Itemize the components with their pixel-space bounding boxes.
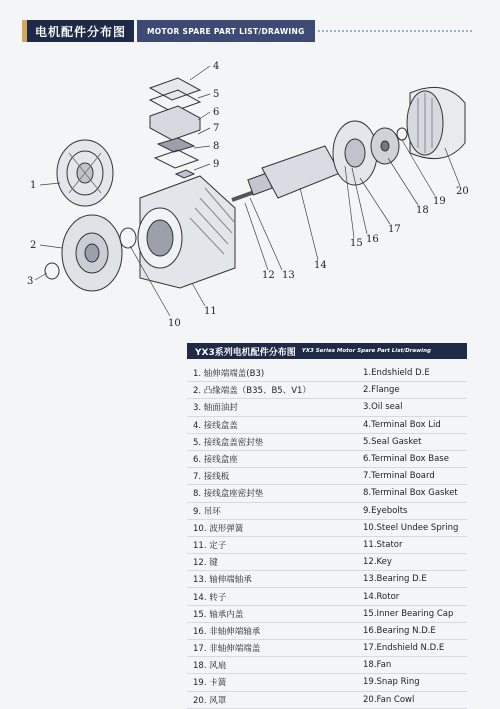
table-row [187,571,467,588]
part-name-en: 1.Endshield D.E [363,368,430,379]
part-wave-spring [120,228,136,248]
callout-10: 10 [168,318,181,329]
callout-17: 17 [388,224,401,235]
callout-3: 3 [27,276,34,287]
parts-table-title-cn: YX3系列电机配件分布图 [195,347,296,358]
table-row [187,503,467,520]
part-name-en: 3.Oil seal [363,402,403,413]
page-header [22,20,472,42]
parts-table-title [187,343,467,359]
table-row [187,588,467,605]
part-name-cn: 11. 定子 [193,540,227,551]
part-snap-ring [397,128,407,140]
part-name-en: 7.Terminal Board [363,471,435,482]
part-name-cn: 12. 键 [193,558,218,569]
part-endshield-de [57,140,113,206]
part-name-cn: 8. 接线盒座密封垫 [193,489,264,500]
part-name-en: 2.Flange [363,385,400,396]
part-name-cn: 19. 卡簧 [193,678,227,689]
part-name-cn: 9. 吊环 [193,506,221,517]
table-row [187,554,467,571]
part-name-cn: 16. 非轴伸端轴承 [193,626,261,637]
part-name-en: 15.Inner Bearing Cap [363,608,454,619]
table-row [187,417,467,434]
part-oil-seal [45,263,59,279]
parts-table [187,343,467,709]
callout-4: 4 [213,61,220,72]
table-row [187,399,467,416]
callout-6: 6 [213,107,220,118]
table-row [187,485,467,502]
part-fan [371,128,399,164]
part-flange [62,215,122,291]
part-name-cn: 4. 接线盒盖 [193,420,238,431]
part-name-cn: 18. 风扇 [193,661,227,672]
part-name-en: 11.Stator [363,539,403,550]
part-name-en: 10.Steel Undee Spring [363,522,459,533]
parts-table-rows [187,365,467,709]
part-endshield-nde [333,121,377,185]
part-name-en: 13.Bearing D.E [363,574,427,585]
table-row [187,692,467,709]
part-name-cn: 7. 接线板 [193,472,230,483]
part-name-cn: 14. 转子 [193,592,227,603]
callout-8: 8 [213,141,220,152]
motor-drawing [0,48,500,348]
callout-13: 13 [282,270,295,281]
part-name-en: 8.Terminal Box Gasket [363,488,458,499]
part-name-en: 5.Seal Gasket [363,436,422,447]
exploded-motor-diagram [0,48,500,348]
part-name-cn: 2. 凸缘端盖（B35、B5、V1） [193,386,311,397]
table-row [187,365,467,382]
callout-12: 12 [262,270,275,281]
header-stripe [318,30,472,32]
table-row [187,520,467,537]
part-name-cn: 15. 轴承内盖 [193,609,244,620]
part-name-en: 14.Rotor [363,591,400,602]
parts-table-title-en: YX3 Series Motor Spare Part List/Drawing [301,348,431,354]
callout-1: 1 [30,180,37,191]
header-title-en: MOTOR SPARE PART LIST/DRAWING [137,20,315,42]
table-row [187,657,467,674]
part-name-en: 16.Bearing N.D.E [363,625,436,636]
part-name-en: 4.Terminal Box Lid [363,419,441,430]
callout-20: 20 [456,186,469,197]
part-name-cn: 5. 接线盒盖密封垫 [193,437,264,448]
part-name-cn: 3. 轴面油封 [193,403,238,414]
callout-11: 11 [204,306,217,317]
callout-18: 18 [416,205,429,216]
part-name-en: 18.Fan [363,660,392,671]
callout-19: 19 [433,196,446,207]
callout-9: 9 [213,159,220,170]
part-name-en: 19.Snap Ring [363,677,420,688]
callout-14: 14 [314,260,327,271]
callout-15: 15 [350,238,363,249]
callout-2: 2 [30,240,37,251]
callout-5: 5 [213,89,220,100]
part-terminal-box-stack [150,78,200,178]
table-row [187,434,467,451]
table-row [187,468,467,485]
part-name-cn: 1. 轴伸端端盖(B3) [193,369,265,380]
table-row [187,537,467,554]
table-row [187,623,467,640]
part-name-en: 9.Eyebolts [363,505,408,516]
table-row [187,382,467,399]
part-fan-cowl [407,87,465,158]
part-name-en: 20.Fan Cowl [363,694,415,705]
part-name-en: 12.Key [363,557,392,568]
part-name-cn: 20. 风罩 [193,695,227,706]
header-title-cn: 电机配件分布图 [27,20,134,42]
part-name-cn: 6. 接线盒座 [193,455,238,466]
part-name-cn: 13. 轴伸端轴承 [193,575,252,586]
callout-7: 7 [213,123,220,134]
part-name-cn: 10. 波形弹簧 [193,523,244,534]
part-name-en: 17.Endshield N.D.E [363,643,445,654]
table-row [187,606,467,623]
part-name-cn: 17. 非轴伸端端盖 [193,644,261,655]
table-row [187,640,467,657]
callout-16: 16 [366,234,379,245]
table-row [187,451,467,468]
part-stator [138,176,235,288]
part-name-en: 6.Terminal Box Base [363,454,449,465]
